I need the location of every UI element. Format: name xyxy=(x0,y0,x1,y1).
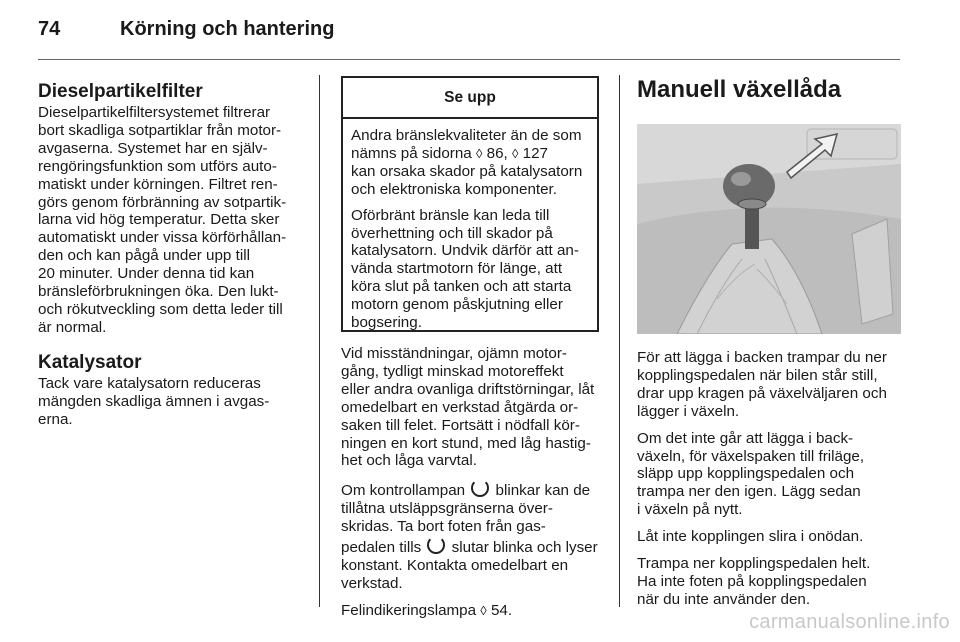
text-fragment: nämns på sidorna xyxy=(351,144,476,162)
text-line: 20 minuter. Under denna tid kan xyxy=(38,265,255,283)
section-heading-dpf: Dieselpartikelfilter xyxy=(38,81,203,102)
misfire-paragraph xyxy=(341,345,606,470)
text-line: automatiskt under vissa körförhållan- xyxy=(38,229,287,247)
text-line: Dieselpartikelfiltersystemet filtrerar xyxy=(38,104,271,121)
text-line xyxy=(341,479,606,500)
text-line: Låt inte kopplingen slira i onödan. xyxy=(637,528,864,546)
text-line: gång, tydligt minskad motoreffekt xyxy=(341,362,564,380)
text-line: ningen en kort stund, med låg hastig- xyxy=(341,434,591,452)
caution-paragraph xyxy=(351,207,589,332)
engine-warning-lamp-icon xyxy=(471,479,489,497)
text-line: matiskt under körningen. Filtret ren- xyxy=(38,175,278,193)
text-line: den och kan pågå under upp till xyxy=(38,247,250,265)
section-heading-manual-gearbox: Manuell växellåda xyxy=(637,76,842,103)
text-line xyxy=(341,602,606,620)
page-ref-icon: ◊ xyxy=(511,145,519,161)
text-fragment: , xyxy=(503,144,512,162)
text-line: bogsering. xyxy=(351,314,422,332)
text-line xyxy=(351,145,589,163)
page-ref[interactable]: 54. xyxy=(490,601,513,619)
text-line: larna vid hög temperatur. Detta sker xyxy=(38,211,280,229)
page-ref[interactable]: 86 xyxy=(486,144,504,162)
column-divider xyxy=(319,75,320,607)
text-line: För att lägga i backen trampar du ner xyxy=(637,349,887,366)
reverse-fail-paragraph xyxy=(637,430,909,520)
text-line: konstant. Kontakta omedelbart en xyxy=(341,556,569,574)
text-line xyxy=(341,536,606,557)
text-fragment: Felindikeringslampa xyxy=(341,601,481,619)
text-line: släpp upp kopplingspedalen och xyxy=(637,465,855,483)
column-1 xyxy=(38,80,310,438)
text-line: bort skadliga sotpartiklar från motor- xyxy=(38,121,282,139)
reverse-gear-paragraph xyxy=(637,349,909,421)
warning-lamp-paragraph xyxy=(341,479,606,592)
text-line: drar upp kragen på växelväljaren och xyxy=(637,384,887,402)
text-line: köra slut på tanken och att starta xyxy=(351,278,572,296)
text-fragment: blinkar kan de xyxy=(491,482,591,500)
text-line: tillåtna utsläppsgränserna över- xyxy=(341,500,553,518)
text-fragment: slutar blinka och lyser xyxy=(447,539,598,557)
text-line: erna. xyxy=(38,410,73,428)
clutch-slip-paragraph xyxy=(637,528,909,546)
text-line: Andra bränslekvaliteter än de som xyxy=(351,127,582,144)
column-3 xyxy=(637,76,909,104)
text-line: verkstad. xyxy=(341,574,403,592)
text-line: eller andra ovanliga driftstörningar, låt xyxy=(341,380,595,398)
catalyst-paragraph xyxy=(38,375,310,429)
text-line: bränsleförbrukningen öka. Den lukt- xyxy=(38,283,279,301)
text-line: Trampa ner kopplingspedalen helt. xyxy=(637,555,871,573)
text-line: Vid misständningar, ojämn motor- xyxy=(341,345,567,362)
text-line: lägger i växeln. xyxy=(637,402,740,420)
engine-warning-lamp-icon xyxy=(427,536,445,554)
text-line: Oförbränt bränsle kan leda till xyxy=(351,206,550,224)
text-line: Om det inte går att lägga i back- xyxy=(637,429,854,447)
text-line: skridas. Ta bort foten från gas- xyxy=(341,518,546,536)
caution-body xyxy=(343,119,597,332)
text-line: trampa ner den igen. Lägg sedan xyxy=(637,483,861,501)
column-divider xyxy=(619,75,620,607)
text-line: Tack vare katalysatorn reduceras xyxy=(38,374,261,392)
text-line: och rökutveckling som detta leder till xyxy=(38,300,283,318)
text-line: överhettning och till skador på xyxy=(351,224,553,242)
text-line: het och låga varvtal. xyxy=(341,452,477,470)
caution-box xyxy=(341,76,599,332)
text-line: växeln, för växelspaken till friläge, xyxy=(637,447,865,465)
page-ref-icon: ◊ xyxy=(475,145,483,161)
text-line: motorn genom påskjutning eller xyxy=(351,296,563,314)
caution-paragraph xyxy=(351,127,589,199)
text-line: Ha inte foten på kopplingspedalen xyxy=(637,572,867,590)
text-line: och elektroniska komponenter. xyxy=(351,180,557,198)
gear-shift-figure xyxy=(637,124,901,334)
watermark: carmanualsonline.info xyxy=(749,611,950,633)
caution-title: Se upp xyxy=(343,78,597,119)
text-line: är normal. xyxy=(38,318,107,336)
text-line: katalysatorn. Undvik därför att an- xyxy=(351,242,579,260)
page-ref-icon: ◊ xyxy=(480,602,487,618)
dpf-paragraph xyxy=(38,104,310,337)
text-line: görs genom förbränning av sotpartik- xyxy=(38,193,287,211)
text-line: saken till felet. Fortsätt i nödfall kör- xyxy=(341,416,580,434)
text-line: när du inte använder den. xyxy=(637,590,811,608)
text-line: kan orsaka skador på katalysatorn xyxy=(351,162,583,180)
page-title: Körning och hantering xyxy=(120,18,335,40)
text-line: omedelbart en verkstad åtgärda or- xyxy=(341,398,579,416)
text-line: i växeln på nytt. xyxy=(637,501,743,519)
text-line: vända startmotorn för länge, att xyxy=(351,260,563,278)
page-number: 74 xyxy=(38,18,61,40)
header-rule xyxy=(38,59,900,60)
gear-shift-illustration xyxy=(637,124,901,334)
section-heading-catalyst: Katalysator xyxy=(38,351,142,373)
column-3-text xyxy=(637,349,909,618)
lamp-ref-paragraph xyxy=(341,602,606,620)
clutch-pedal-paragraph xyxy=(637,555,909,609)
text-line: rengöringsfunktion som utförs auto- xyxy=(38,157,277,175)
text-fragment: Om kontrollampan xyxy=(341,482,470,500)
text-line: avgaserna. Systemet har en själv- xyxy=(38,139,268,157)
column-2 xyxy=(341,345,606,629)
text-line: kopplingspedalen när bilen står still, xyxy=(637,366,878,384)
page-ref[interactable]: 127 xyxy=(522,144,548,162)
text-line: mängden skadliga ämnen i avgas- xyxy=(38,392,270,410)
text-fragment: pedalen tills xyxy=(341,539,426,557)
